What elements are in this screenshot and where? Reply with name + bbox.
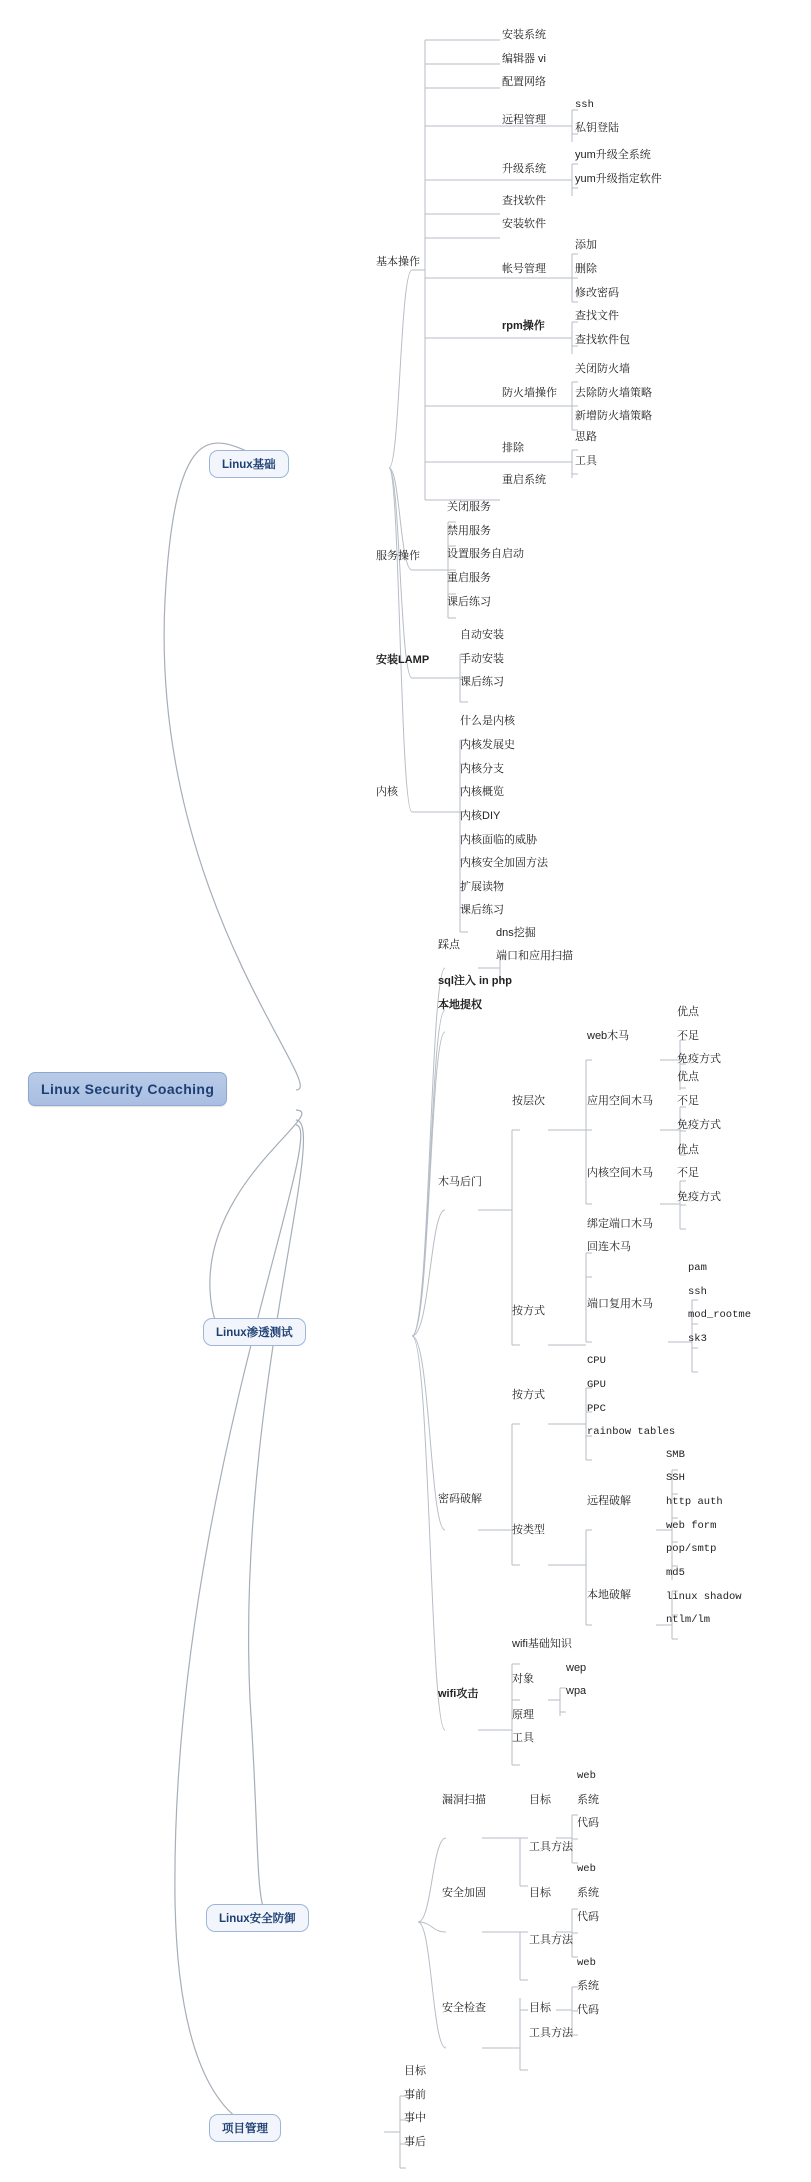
mindmap-leaf[interactable]: 应用空间木马 <box>587 1095 653 1107</box>
mindmap-leaf[interactable]: 禁用服务 <box>447 525 491 537</box>
mindmap-leaf[interactable]: 关闭防火墙 <box>575 363 630 375</box>
mindmap-leaf[interactable]: 内核空间木马 <box>587 1167 653 1179</box>
mindmap-leaf[interactable]: 设置服务自启动 <box>447 548 524 560</box>
mindmap-leaf[interactable]: 事前 <box>404 2089 426 2101</box>
mindmap-leaf[interactable]: 查找软件包 <box>575 334 630 346</box>
mindmap-leaf[interactable]: 工具方法 <box>529 1934 573 1946</box>
mindmap-leaf[interactable]: ssh <box>575 99 594 111</box>
mindmap-leaf[interactable]: 漏洞扫描 <box>442 1794 486 1806</box>
mindmap-leaf[interactable]: 目标 <box>529 1794 551 1806</box>
mindmap-leaf[interactable]: 按层次 <box>512 1095 545 1107</box>
mindmap-leaf[interactable]: ntlm/lm <box>666 1614 711 1626</box>
mindmap-leaf[interactable]: 内核DIY <box>460 810 501 822</box>
mindmap-leaf[interactable]: 事中 <box>404 2112 426 2124</box>
mindmap-leaf[interactable]: 工具方法 <box>529 2027 573 2039</box>
mindmap-leaf[interactable]: 远程管理 <box>502 114 546 126</box>
mindmap-leaf[interactable]: wep <box>566 1662 587 1674</box>
mindmap-leaf[interactable]: 系统 <box>577 1980 599 1992</box>
mindmap-leaf[interactable]: 工具方法 <box>529 1841 573 1853</box>
branch-label: Linux基础 <box>222 459 276 471</box>
branch-label: Linux渗透测试 <box>216 1327 293 1339</box>
mindmap-leaf[interactable]: yum升级指定软件 <box>575 173 662 185</box>
mindmap-leaf[interactable]: 配置网络 <box>502 76 546 88</box>
mindmap-leaf[interactable]: 内核面临的威胁 <box>460 834 537 846</box>
mindmap-leaf[interactable]: 代码 <box>577 1817 599 1829</box>
mindmap-leaf[interactable]: SSH <box>666 1472 685 1484</box>
mindmap-leaf[interactable]: 查找软件 <box>502 195 546 207</box>
mindmap-leaf[interactable]: 目标 <box>529 2002 551 2014</box>
mindmap-leaf[interactable]: 本地提权 <box>438 999 482 1011</box>
root-label: Linux Security Coaching <box>41 1081 215 1097</box>
mindmap-leaf[interactable]: CPU <box>587 1355 606 1367</box>
mindmap-leaf[interactable]: 对象 <box>512 1673 534 1685</box>
mindmap-leaf[interactable]: wpa <box>566 1685 587 1697</box>
mindmap-leaf[interactable]: 升级系统 <box>502 163 546 175</box>
mindmap-leaf[interactable]: yum升级全系统 <box>575 149 651 161</box>
mindmap-leaf[interactable]: 防火墙操作 <box>502 387 557 399</box>
mindmap-leaf[interactable]: 安全加固 <box>442 1887 486 1899</box>
mindmap-leaf[interactable]: 不足 <box>677 1095 699 1107</box>
mindmap-leaf[interactable]: 事后 <box>404 2136 426 2148</box>
mindmap-leaf[interactable]: wifi基础知识 <box>512 1638 572 1650</box>
branch-label: 项目管理 <box>222 2123 268 2135</box>
mindmap-leaf[interactable]: 课后练习 <box>460 904 504 916</box>
mindmap-leaf[interactable]: 安装系统 <box>502 29 546 41</box>
mindmap-leaf[interactable]: 工具 <box>575 455 597 467</box>
branch-node-security-defense[interactable] <box>206 1904 309 1932</box>
mindmap-leaf[interactable]: 安装LAMP <box>376 654 430 666</box>
mindmap-leaf[interactable]: 优点 <box>677 1071 699 1083</box>
mindmap-leaf[interactable]: web <box>577 1863 596 1875</box>
mindmap-leaf[interactable]: 内核发展史 <box>460 739 515 751</box>
mindmap-leaf[interactable]: 代码 <box>577 2004 599 2016</box>
mindmap-leaf[interactable]: mod_rootme <box>688 1309 752 1321</box>
mindmap-leaf[interactable]: 内核分支 <box>460 763 504 775</box>
mindmap-leaf[interactable]: 删除 <box>575 263 597 275</box>
mindmap-leaf[interactable]: 不足 <box>677 1030 699 1042</box>
mindmap-leaf[interactable]: 修改密码 <box>575 287 619 299</box>
mindmap-leaf[interactable]: pam <box>688 1262 707 1274</box>
mindmap-leaf[interactable]: 免疫方式 <box>677 1119 721 1131</box>
mindmap-leaf[interactable]: 远程破解 <box>587 1495 631 1507</box>
mindmap-leaf[interactable]: web木马 <box>587 1030 630 1042</box>
branch-label: Linux安全防御 <box>219 1913 296 1925</box>
mindmap-leaf[interactable]: 按方式 <box>512 1389 545 1401</box>
mindmap-leaf[interactable]: 端口复用木马 <box>587 1298 653 1310</box>
mindmap-leaf[interactable]: 私钥登陆 <box>575 122 619 134</box>
mindmap-leaf[interactable]: 踩点 <box>438 939 460 951</box>
mindmap-leaf[interactable]: 查找文件 <box>575 310 619 322</box>
mindmap-leaf[interactable]: SMB <box>666 1449 685 1461</box>
branch-node-project-management[interactable] <box>209 2114 281 2142</box>
mindmap-leaf[interactable]: 系统 <box>577 1887 599 1899</box>
mindmap-leaf[interactable]: 思路 <box>575 431 597 443</box>
mindmap-leaf[interactable]: sql注入 in php <box>438 975 512 987</box>
mindmap-leaf[interactable]: 端口和应用扫描 <box>496 950 573 962</box>
mindmap-leaf[interactable]: 代码 <box>577 1911 599 1923</box>
mindmap-leaf[interactable]: web <box>577 1770 596 1782</box>
mindmap-leaf[interactable]: 优点 <box>677 1144 699 1156</box>
mindmap-leaf[interactable]: http auth <box>666 1496 723 1508</box>
mindmap-leaf[interactable]: 免疫方式 <box>677 1053 721 1065</box>
mindmap-leaf[interactable]: web <box>577 1957 596 1969</box>
mindmap-leaf[interactable]: 去除防火墙策略 <box>575 387 652 399</box>
root-node[interactable] <box>28 1072 227 1106</box>
mindmap-leaf[interactable]: 课后练习 <box>460 676 504 688</box>
mindmap-leaf[interactable]: 密码破解 <box>438 1493 482 1505</box>
mindmap-leaf[interactable]: PPC <box>587 1403 606 1415</box>
mindmap-leaf[interactable]: web form <box>666 1520 717 1532</box>
mindmap-leaf[interactable]: 内核 <box>376 786 398 798</box>
mindmap-leaf[interactable]: wifi攻击 <box>438 1688 479 1700</box>
mindmap-leaf[interactable]: 编辑器 vi <box>502 53 546 65</box>
mindmap-leaf[interactable]: 扩展读物 <box>460 881 504 893</box>
mindmap-leaf[interactable]: 免疫方式 <box>677 1191 721 1203</box>
mindmap-leaf[interactable]: 什么是内核 <box>460 715 515 727</box>
mindmap-leaf[interactable]: 安全检查 <box>442 2002 486 2014</box>
mindmap-leaf[interactable]: dns挖掘 <box>496 927 536 939</box>
mindmap-leaf[interactable]: 工具 <box>512 1732 534 1744</box>
mindmap-leaf[interactable]: 自动安装 <box>460 629 504 641</box>
mindmap-leaf[interactable]: rainbow tables <box>587 1426 676 1438</box>
mindmap-leaf[interactable]: ssh <box>688 1286 707 1298</box>
mindmap-leaf[interactable]: 服务操作 <box>376 550 420 562</box>
mindmap-leaf[interactable]: 优点 <box>677 1006 699 1018</box>
mindmap-leaf[interactable]: rpm操作 <box>502 320 545 332</box>
mindmap-leaf[interactable]: sk3 <box>688 1333 707 1345</box>
mindmap-leaf[interactable]: 新增防火墙策略 <box>575 410 652 422</box>
mindmap-leaf[interactable]: 重启系统 <box>502 474 546 486</box>
mindmap-leaf[interactable]: 目标 <box>404 2065 426 2077</box>
mindmap-leaf[interactable]: pop/smtp <box>666 1543 717 1555</box>
mindmap-leaf[interactable]: 木马后门 <box>438 1176 482 1188</box>
mindmap-leaf[interactable]: 不足 <box>677 1167 699 1179</box>
mindmap-leaf[interactable]: linux shadow <box>666 1591 742 1603</box>
mindmap-leaf[interactable]: 按类型 <box>512 1524 545 1536</box>
branch-node-penetration-testing[interactable] <box>203 1318 306 1346</box>
mindmap-leaf[interactable]: 绑定端口木马 <box>587 1218 653 1230</box>
mindmap-leaf[interactable]: 重启服务 <box>447 572 491 584</box>
mindmap-leaf[interactable]: 原理 <box>512 1709 534 1721</box>
mindmap-leaf[interactable]: 基本操作 <box>376 256 420 268</box>
mindmap-leaf[interactable]: 关闭服务 <box>447 501 491 513</box>
mindmap-leaf[interactable]: 系统 <box>577 1794 599 1806</box>
mindmap-leaf[interactable]: 目标 <box>529 1887 551 1899</box>
mindmap-leaf[interactable]: 回连木马 <box>587 1241 631 1253</box>
mindmap-leaf[interactable]: 按方式 <box>512 1305 545 1317</box>
mindmap-leaf[interactable]: 添加 <box>575 239 597 251</box>
mindmap-leaf[interactable]: 内核概览 <box>460 786 504 798</box>
branch-node-linux-basics[interactable] <box>209 450 289 478</box>
mindmap-leaf[interactable]: 帐号管理 <box>502 263 546 275</box>
mindmap-leaf[interactable]: 排除 <box>502 442 524 454</box>
mindmap-leaf[interactable]: GPU <box>587 1379 606 1391</box>
mindmap-leaf[interactable]: 内核安全加固方法 <box>460 857 548 869</box>
mindmap-leaf[interactable]: 安装软件 <box>502 218 546 230</box>
mindmap-leaf[interactable]: 课后练习 <box>447 596 491 608</box>
mindmap-leaf[interactable]: 手动安装 <box>460 653 504 665</box>
mindmap-leaf[interactable]: md5 <box>666 1567 685 1579</box>
mindmap-leaf[interactable]: 本地破解 <box>587 1589 631 1601</box>
